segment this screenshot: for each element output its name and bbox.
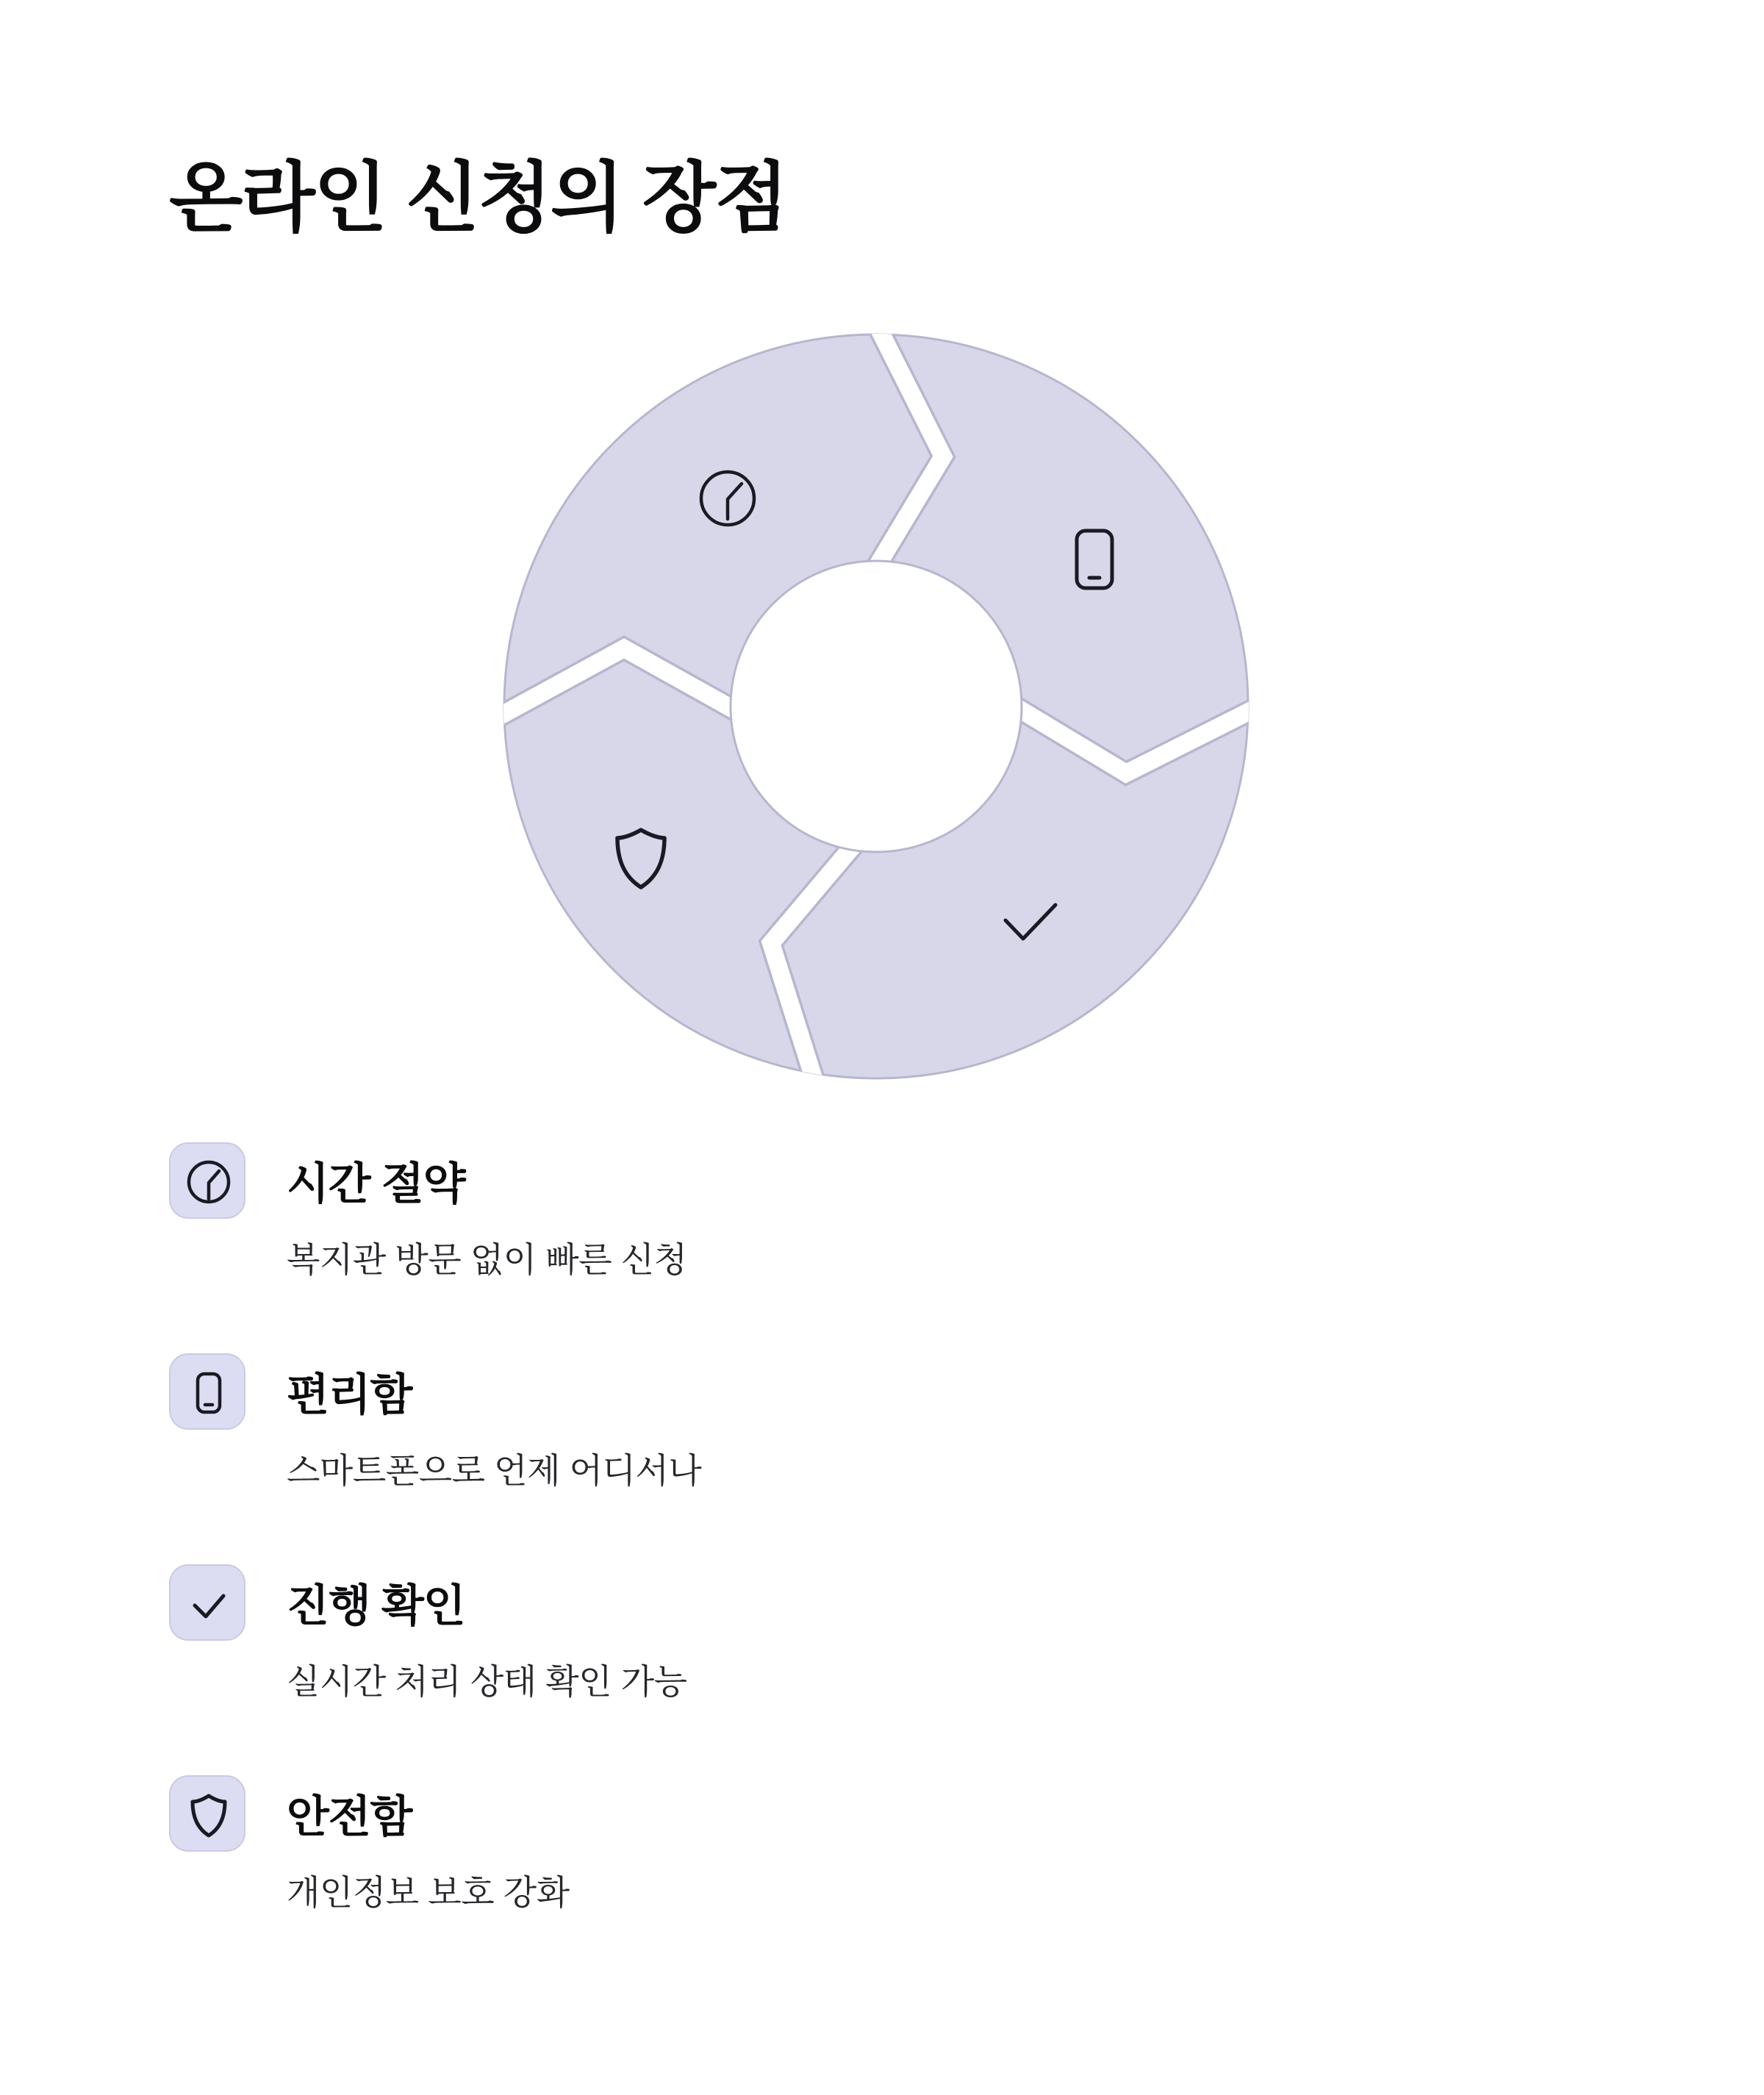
clock-icon [171, 1144, 247, 1220]
benefit-item-convenience [169, 1353, 1419, 1552]
benefit-title: 안전함 [287, 1792, 412, 1841]
benefit-description: 스마트폰으로 언제 어디서나 [287, 1451, 702, 1490]
benefit-icon-box [169, 1775, 245, 1852]
cycle-inner-hole [731, 561, 1022, 852]
smartphone-icon [171, 1355, 247, 1431]
benefit-icon-box [169, 1564, 245, 1641]
benefit-title: 편리함 [287, 1370, 412, 1419]
page-title: 온라인 신청의 장점 [169, 156, 787, 241]
benefit-title: 시간 절약 [287, 1159, 465, 1208]
benefit-title: 진행 확인 [287, 1581, 465, 1630]
benefit-icon-box [169, 1142, 245, 1219]
benefit-item-safety [169, 1775, 1419, 1974]
benefit-description: 복지관 방문 없이 빠른 신청 [287, 1240, 687, 1279]
shield-icon [171, 1777, 247, 1853]
benefit-item-time [169, 1142, 1419, 1341]
benefit-icon-box [169, 1353, 245, 1430]
benefit-description: 개인정보 보호 강화 [287, 1873, 570, 1912]
benefit-description: 실시간 처리 상태 확인 가능 [287, 1662, 687, 1701]
check-icon [171, 1566, 247, 1642]
benefit-item-progress [169, 1564, 1419, 1763]
